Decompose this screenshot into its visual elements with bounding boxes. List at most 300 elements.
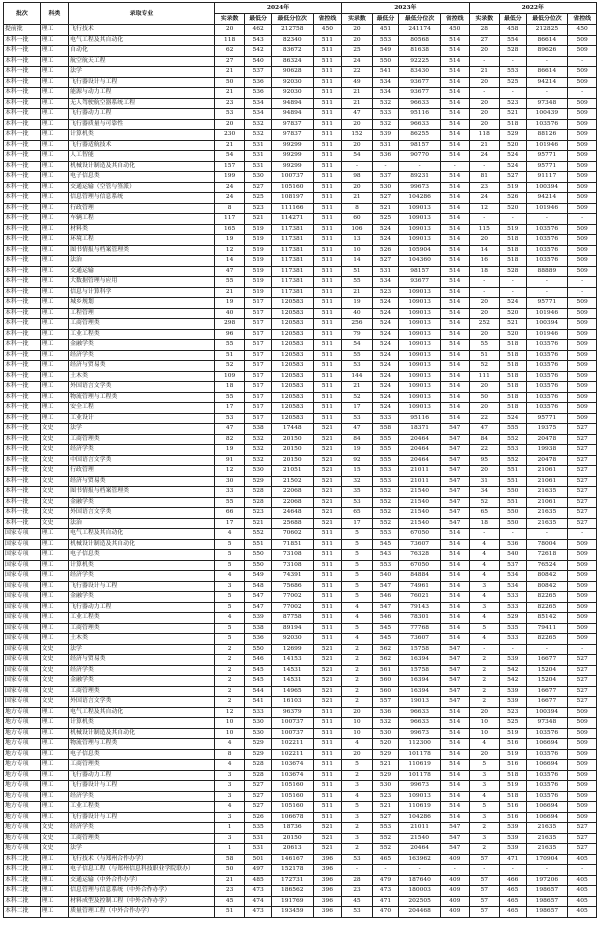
table-row bbox=[4, 403, 597, 414]
cell-batch: 地方专项 bbox=[4, 812, 41, 823]
cell-2023-min-rank: 67050 bbox=[399, 560, 441, 571]
cell-2022-min-rank: 82265 bbox=[526, 634, 568, 645]
cell-2022-enrolled: 20 bbox=[469, 382, 500, 393]
cell-2022-control-line: 509 bbox=[568, 140, 597, 151]
cell-2023-min-score: 545 bbox=[372, 623, 398, 634]
cell-batch: 本科一批 bbox=[4, 319, 41, 330]
cell-2022-min-score: 539 bbox=[500, 823, 526, 834]
cell-2022-enrolled: 3 bbox=[469, 581, 500, 592]
cell-2023-min-rank: 109013 bbox=[399, 214, 441, 225]
cell-2024-enrolled: 2 bbox=[214, 644, 245, 655]
cell-2022-enrolled: 57 bbox=[469, 896, 500, 907]
cell-2022-min-rank: 101946 bbox=[526, 308, 568, 319]
table-row bbox=[4, 382, 597, 393]
cell-2023-min-score: 533 bbox=[372, 109, 398, 120]
cell-major: 电气工程及其自动化 bbox=[69, 529, 215, 540]
cell-subject: 理工 bbox=[40, 109, 69, 120]
cell-2024-control-line: 396 bbox=[313, 865, 342, 876]
cell-2024-control-line: 511 bbox=[313, 749, 342, 760]
cell-batch: 本科一批 bbox=[4, 413, 41, 424]
cell-2024-min-rank: 120583 bbox=[271, 413, 313, 424]
cell-2022-min-rank: - bbox=[526, 865, 568, 876]
cell-2024-min-rank: 94894 bbox=[271, 98, 313, 109]
cell-2023-control-line: 514 bbox=[440, 298, 469, 309]
table-row bbox=[4, 550, 597, 561]
cell-2022-min-rank: 19938 bbox=[526, 445, 568, 456]
table-row bbox=[4, 109, 597, 120]
cell-batch: 本科二批 bbox=[4, 886, 41, 897]
cell-2024-control-line: 511 bbox=[313, 161, 342, 172]
cell-2022-enrolled: 5 bbox=[469, 802, 500, 813]
cell-2022-min-rank: 86614 bbox=[526, 67, 568, 78]
cell-2022-min-score: 466 bbox=[500, 875, 526, 886]
cell-2022-min-score: 458 bbox=[500, 25, 526, 36]
cell-2024-min-score: 528 bbox=[245, 497, 271, 508]
cell-2023-control-line: 514 bbox=[440, 172, 469, 183]
cell-2022-control-line: - bbox=[568, 277, 597, 288]
cell-2024-min-score: 529 bbox=[245, 749, 271, 760]
cell-2022-min-rank: 212825 bbox=[526, 25, 568, 36]
cell-2023-min-rank: - bbox=[399, 161, 441, 172]
cell-2023-min-score: 523 bbox=[372, 791, 398, 802]
cell-2024-enrolled: 51 bbox=[214, 907, 245, 918]
cell-2024-min-rank: 14965 bbox=[271, 686, 313, 697]
cell-batch: 本科一批 bbox=[4, 340, 41, 351]
cell-2023-min-score: 536 bbox=[372, 151, 398, 162]
cell-batch: 国家专项 bbox=[4, 529, 41, 540]
cell-2024-control-line: 511 bbox=[313, 812, 342, 823]
cell-2024-min-rank: 117381 bbox=[271, 287, 313, 298]
cell-2022-control-line: 509 bbox=[568, 634, 597, 645]
cell-2023-control-line: 514 bbox=[440, 760, 469, 771]
cell-2024-control-line: 521 bbox=[313, 497, 342, 508]
cell-2023-enrolled: 5 bbox=[342, 623, 373, 634]
cell-2024-min-rank: 102211 bbox=[271, 749, 313, 760]
cell-2024-enrolled: 55 bbox=[214, 497, 245, 508]
cell-2022-control-line: 509 bbox=[568, 802, 597, 813]
cell-2024-control-line: 511 bbox=[313, 319, 342, 330]
cell-2022-min-score: 465 bbox=[500, 886, 526, 897]
cell-2022-control-line: 509 bbox=[568, 319, 597, 330]
cell-2024-control-line: 511 bbox=[313, 98, 342, 109]
table-row bbox=[4, 518, 597, 529]
cell-2024-min-score: 534 bbox=[245, 109, 271, 120]
cell-2022-min-score: 535 bbox=[500, 623, 526, 634]
cell-2024-min-score: 530 bbox=[245, 728, 271, 739]
cell-2023-min-score: 540 bbox=[372, 571, 398, 582]
cell-2024-enrolled: 14 bbox=[214, 256, 245, 267]
cell-2023-control-line: 514 bbox=[440, 802, 469, 813]
header-year-2022: 2022年 bbox=[469, 3, 596, 14]
cell-2024-control-line: 511 bbox=[313, 224, 342, 235]
cell-subject: 理工 bbox=[40, 718, 69, 729]
cell-2022-enrolled: 4 bbox=[469, 634, 500, 645]
cell-batch: 国家专项 bbox=[4, 550, 41, 561]
table-row bbox=[4, 644, 597, 655]
cell-subject: 文史 bbox=[40, 497, 69, 508]
cell-2023-enrolled: 54 bbox=[342, 151, 373, 162]
table-row bbox=[4, 539, 597, 550]
cell-2022-min-score: 534 bbox=[500, 571, 526, 582]
cell-batch: 地方专项 bbox=[4, 718, 41, 729]
cell-batch: 本科一批 bbox=[4, 455, 41, 466]
cell-2022-control-line: 509 bbox=[568, 46, 597, 57]
cell-major: 法治 bbox=[69, 256, 215, 267]
header-min-score: 最低分 bbox=[500, 14, 526, 25]
cell-2023-min-rank: 109013 bbox=[399, 203, 441, 214]
cell-2024-min-rank: 120583 bbox=[271, 329, 313, 340]
cell-2024-control-line: 511 bbox=[313, 214, 342, 225]
cell-subject: 文史 bbox=[40, 476, 69, 487]
cell-major: 信息管理与信息系统 bbox=[69, 193, 215, 204]
cell-2024-min-score: 542 bbox=[245, 46, 271, 57]
cell-subject: 文史 bbox=[40, 823, 69, 834]
cell-2022-enrolled: - bbox=[469, 161, 500, 172]
cell-2023-min-rank: 98157 bbox=[399, 266, 441, 277]
cell-major: 外国语言文学类 bbox=[69, 697, 215, 708]
cell-major: 交通运输 bbox=[69, 266, 215, 277]
cell-2024-control-line: 511 bbox=[313, 613, 342, 624]
cell-2023-control-line: 514 bbox=[440, 67, 469, 78]
cell-2024-enrolled: 10 bbox=[214, 718, 245, 729]
cell-2023-min-score: 524 bbox=[372, 392, 398, 403]
cell-2024-min-score: 528 bbox=[245, 760, 271, 771]
cell-2024-control-line: 521 bbox=[313, 676, 342, 687]
table-row bbox=[4, 130, 597, 141]
cell-2023-min-score: 525 bbox=[372, 214, 398, 225]
cell-2022-min-rank: 95771 bbox=[526, 151, 568, 162]
cell-subject: 理工 bbox=[40, 308, 69, 319]
cell-2022-min-rank: 16677 bbox=[526, 697, 568, 708]
cell-major: 质量管理工程（中外合作办学） bbox=[69, 907, 215, 918]
cell-2024-min-score: 523 bbox=[245, 508, 271, 519]
cell-2023-min-rank: 20464 bbox=[399, 844, 441, 855]
cell-2022-min-score: 539 bbox=[500, 686, 526, 697]
cell-2024-min-rank: 105160 bbox=[271, 182, 313, 193]
cell-2024-control-line: 521 bbox=[313, 686, 342, 697]
cell-2022-enrolled: 20 bbox=[469, 119, 500, 130]
cell-2023-control-line: 514 bbox=[440, 308, 469, 319]
cell-batch: 国家专项 bbox=[4, 602, 41, 613]
cell-subject: 文史 bbox=[40, 508, 69, 519]
cell-batch: 本科一批 bbox=[4, 298, 41, 309]
table-row bbox=[4, 455, 597, 466]
cell-2024-min-score: 550 bbox=[245, 644, 271, 655]
cell-2024-control-line: 511 bbox=[313, 193, 342, 204]
cell-2022-min-rank: 80842 bbox=[526, 571, 568, 582]
cell-2023-enrolled: 5 bbox=[342, 760, 373, 771]
cell-2023-control-line: 514 bbox=[440, 392, 469, 403]
cell-2024-enrolled: 40 bbox=[214, 308, 245, 319]
cell-batch: 本科一批 bbox=[4, 98, 41, 109]
cell-2022-min-rank: 197206 bbox=[526, 875, 568, 886]
cell-batch: 本科一批 bbox=[4, 235, 41, 246]
cell-2024-min-score: 536 bbox=[245, 88, 271, 99]
cell-2024-control-line: 396 bbox=[313, 875, 342, 886]
table-row bbox=[4, 392, 597, 403]
cell-2024-min-rank: 111166 bbox=[271, 203, 313, 214]
cell-2023-min-score: 534 bbox=[372, 77, 398, 88]
cell-2022-enrolled: 4 bbox=[469, 592, 500, 603]
cell-2024-min-score: 544 bbox=[245, 686, 271, 697]
cell-2022-min-score: 516 bbox=[500, 812, 526, 823]
cell-2023-control-line: 547 bbox=[440, 455, 469, 466]
cell-2022-min-rank: 103576 bbox=[526, 403, 568, 414]
cell-2022-control-line: 509 bbox=[568, 791, 597, 802]
cell-2023-enrolled: 2 bbox=[342, 697, 373, 708]
cell-2022-min-score: 536 bbox=[500, 539, 526, 550]
cell-2023-control-line: 514 bbox=[440, 182, 469, 193]
cell-2023-min-score: 562 bbox=[372, 655, 398, 666]
cell-2024-control-line: 511 bbox=[313, 56, 342, 67]
cell-2023-min-score: 526 bbox=[372, 245, 398, 256]
cell-2024-control-line: 511 bbox=[313, 308, 342, 319]
cell-2023-enrolled: 2 bbox=[342, 644, 373, 655]
cell-batch: 地方专项 bbox=[4, 781, 41, 792]
cell-2024-control-line: 511 bbox=[313, 203, 342, 214]
cell-2023-enrolled: 53 bbox=[342, 413, 373, 424]
table-row bbox=[4, 592, 597, 603]
cell-major: 计算机类 bbox=[69, 718, 215, 729]
cell-2024-enrolled: 23 bbox=[214, 98, 245, 109]
cell-2023-control-line: 514 bbox=[440, 718, 469, 729]
cell-2024-min-score: 552 bbox=[245, 529, 271, 540]
cell-2022-control-line: 509 bbox=[568, 602, 597, 613]
cell-2022-enrolled: 27 bbox=[469, 35, 500, 46]
cell-2024-control-line: 511 bbox=[313, 88, 342, 99]
cell-2023-min-score: 547 bbox=[372, 602, 398, 613]
cell-2023-enrolled: 2 bbox=[342, 686, 373, 697]
cell-2022-min-score: - bbox=[500, 529, 526, 540]
cell-batch: 国家专项 bbox=[4, 623, 41, 634]
cell-subject: 理工 bbox=[40, 256, 69, 267]
cell-2022-min-score: 553 bbox=[500, 445, 526, 456]
cell-batch: 地方专项 bbox=[4, 791, 41, 802]
table-row bbox=[4, 35, 597, 46]
cell-subject: 理工 bbox=[40, 886, 69, 897]
cell-2024-enrolled: 53 bbox=[214, 413, 245, 424]
cell-2022-enrolled: 20 bbox=[469, 109, 500, 120]
cell-2022-control-line: 509 bbox=[568, 770, 597, 781]
cell-2023-control-line: 547 bbox=[440, 487, 469, 498]
cell-2024-min-rank: 20150 bbox=[271, 445, 313, 456]
cell-2022-min-score: 519 bbox=[500, 728, 526, 739]
cell-2024-min-rank: 21502 bbox=[271, 476, 313, 487]
cell-2023-control-line: 514 bbox=[440, 382, 469, 393]
cell-2023-control-line: 514 bbox=[440, 214, 469, 225]
cell-batch: 本科一批 bbox=[4, 424, 41, 435]
cell-2022-enrolled: 34 bbox=[469, 487, 500, 498]
cell-2023-min-rank: 21540 bbox=[399, 487, 441, 498]
table-row bbox=[4, 697, 597, 708]
cell-batch: 本科一批 bbox=[4, 382, 41, 393]
cell-2024-min-score: 517 bbox=[245, 413, 271, 424]
cell-subject: 理工 bbox=[40, 319, 69, 330]
cell-2024-min-score: 547 bbox=[245, 592, 271, 603]
table-row bbox=[4, 203, 597, 214]
cell-2022-control-line: 509 bbox=[568, 172, 597, 183]
cell-2023-min-rank: 109013 bbox=[399, 340, 441, 351]
cell-2024-min-rank: 14531 bbox=[271, 676, 313, 687]
cell-2022-enrolled: 57 bbox=[469, 886, 500, 897]
cell-major: 经济与贸易类 bbox=[69, 655, 215, 666]
table-row bbox=[4, 739, 597, 750]
cell-2023-min-score: 553 bbox=[372, 466, 398, 477]
cell-2022-min-score: - bbox=[500, 644, 526, 655]
cell-2024-min-score: 536 bbox=[245, 634, 271, 645]
cell-2022-min-rank: - bbox=[526, 56, 568, 67]
cell-2023-enrolled: 20 bbox=[342, 119, 373, 130]
cell-2022-enrolled: 65 bbox=[469, 508, 500, 519]
cell-2023-control-line: 547 bbox=[440, 665, 469, 676]
cell-major: 飞行器动力工程 bbox=[69, 770, 215, 781]
cell-major: 电子信息类 bbox=[69, 550, 215, 561]
cell-2024-min-rank: 74391 bbox=[271, 571, 313, 582]
cell-2023-control-line: 514 bbox=[440, 319, 469, 330]
cell-2022-min-score: 518 bbox=[500, 361, 526, 372]
table-row bbox=[4, 781, 597, 792]
cell-2024-control-line: 521 bbox=[313, 466, 342, 477]
cell-2023-control-line: 514 bbox=[440, 571, 469, 582]
cell-2022-control-line: 509 bbox=[568, 403, 597, 414]
cell-2023-min-score: 562 bbox=[372, 644, 398, 655]
cell-batch: 本科一批 bbox=[4, 140, 41, 151]
table-row bbox=[4, 161, 597, 172]
cell-major: 飞行器设计与工程 bbox=[69, 812, 215, 823]
cell-2022-min-score: 539 bbox=[500, 833, 526, 844]
cell-2022-enrolled: 50 bbox=[469, 392, 500, 403]
cell-2023-min-rank: 180003 bbox=[399, 886, 441, 897]
table-row bbox=[4, 235, 597, 246]
cell-2023-min-rank: 109013 bbox=[399, 382, 441, 393]
cell-2024-min-rank: 82340 bbox=[271, 35, 313, 46]
cell-2022-min-rank: 103576 bbox=[526, 770, 568, 781]
cell-2023-enrolled: 144 bbox=[342, 371, 373, 382]
cell-batch: 国家专项 bbox=[4, 539, 41, 550]
cell-2022-min-score: - bbox=[500, 214, 526, 225]
cell-2023-min-score: 532 bbox=[372, 119, 398, 130]
cell-2024-enrolled: 62 bbox=[214, 46, 245, 57]
cell-2023-control-line: 514 bbox=[440, 256, 469, 267]
cell-2024-min-score: 551 bbox=[245, 539, 271, 550]
cell-2024-min-score: 517 bbox=[245, 350, 271, 361]
cell-2023-min-rank: 21011 bbox=[399, 823, 441, 834]
cell-subject: 理工 bbox=[40, 749, 69, 760]
cell-subject: 理工 bbox=[40, 361, 69, 372]
cell-2024-min-rank: 120583 bbox=[271, 392, 313, 403]
table-row bbox=[4, 67, 597, 78]
cell-2024-min-rank: 83672 bbox=[271, 46, 313, 57]
cell-2023-enrolled: 3 bbox=[342, 812, 373, 823]
cell-2022-min-score: 518 bbox=[500, 770, 526, 781]
cell-2024-min-rank: 120583 bbox=[271, 371, 313, 382]
cell-batch: 本科一批 bbox=[4, 266, 41, 277]
cell-2022-control-line: 527 bbox=[568, 445, 597, 456]
cell-2023-min-score: 524 bbox=[372, 340, 398, 351]
cell-batch: 本科二批 bbox=[4, 854, 41, 865]
cell-2023-min-rank: 67050 bbox=[399, 529, 441, 540]
cell-2022-control-line: 509 bbox=[568, 739, 597, 750]
cell-2024-min-rank: 102211 bbox=[271, 739, 313, 750]
table-row bbox=[4, 98, 597, 109]
cell-2022-min-score: 518 bbox=[500, 256, 526, 267]
cell-2022-control-line: 405 bbox=[568, 886, 597, 897]
table-row bbox=[4, 466, 597, 477]
table-body bbox=[4, 25, 597, 918]
cell-major: 电子信息类 bbox=[69, 749, 215, 760]
cell-subject: 理工 bbox=[40, 403, 69, 414]
cell-2024-min-score: 532 bbox=[245, 119, 271, 130]
cell-2024-min-score: 549 bbox=[245, 571, 271, 582]
cell-subject: 理工 bbox=[40, 760, 69, 771]
header-enrolled: 实录数 bbox=[214, 14, 245, 25]
cell-subject: 理工 bbox=[40, 88, 69, 99]
cell-2022-min-score: 519 bbox=[500, 749, 526, 760]
cell-2024-min-rank: 17448 bbox=[271, 424, 313, 435]
cell-2022-min-score: 542 bbox=[500, 676, 526, 687]
cell-2024-min-score: 531 bbox=[245, 151, 271, 162]
cell-2024-control-line: 511 bbox=[313, 371, 342, 382]
cell-2022-enrolled: - bbox=[469, 529, 500, 540]
cell-subject: 理工 bbox=[40, 571, 69, 582]
cell-2024-min-score: 501 bbox=[245, 854, 271, 865]
cell-2024-min-score: 519 bbox=[245, 256, 271, 267]
cell-2022-control-line: 527 bbox=[568, 455, 597, 466]
table-row bbox=[4, 371, 597, 382]
cell-2023-enrolled: 5 bbox=[342, 571, 373, 582]
cell-2022-min-rank: 16677 bbox=[526, 686, 568, 697]
cell-2022-control-line: 527 bbox=[568, 518, 597, 529]
cell-2022-min-rank: 198657 bbox=[526, 907, 568, 918]
cell-batch: 国家专项 bbox=[4, 634, 41, 645]
cell-2022-control-line: 509 bbox=[568, 623, 597, 634]
cell-2023-min-rank: 76021 bbox=[399, 592, 441, 603]
cell-major: 法学 bbox=[69, 67, 215, 78]
cell-batch: 本科一批 bbox=[4, 161, 41, 172]
cell-2023-enrolled: 25 bbox=[342, 46, 373, 57]
cell-major: 经济学类 bbox=[69, 665, 215, 676]
cell-2022-enrolled: 20 bbox=[469, 235, 500, 246]
cell-2024-min-score: 517 bbox=[245, 382, 271, 393]
cell-subject: 理工 bbox=[40, 203, 69, 214]
cell-major: 工商管理类 bbox=[69, 686, 215, 697]
cell-2024-enrolled: 2 bbox=[214, 697, 245, 708]
cell-2022-min-score: 550 bbox=[500, 518, 526, 529]
cell-2022-control-line: 405 bbox=[568, 875, 597, 886]
cell-subject: 理工 bbox=[40, 592, 69, 603]
cell-2024-min-score: 539 bbox=[245, 613, 271, 624]
cell-2024-min-score: 519 bbox=[245, 224, 271, 235]
cell-2023-min-rank: 83430 bbox=[399, 67, 441, 78]
cell-major: 交通运输（空管与签派） bbox=[69, 182, 215, 193]
cell-2023-min-rank: 20464 bbox=[399, 445, 441, 456]
cell-2022-min-rank: - bbox=[526, 644, 568, 655]
cell-2022-enrolled: 20 bbox=[469, 98, 500, 109]
cell-batch: 本科二批 bbox=[4, 865, 41, 876]
cell-2023-min-score: 552 bbox=[372, 487, 398, 498]
cell-2023-min-score: 552 bbox=[372, 833, 398, 844]
cell-2022-control-line: 509 bbox=[568, 560, 597, 571]
cell-2023-enrolled: 13 bbox=[342, 235, 373, 246]
cell-batch: 国家专项 bbox=[4, 697, 41, 708]
cell-2024-min-score: 547 bbox=[245, 602, 271, 613]
cell-2022-min-score: 520 bbox=[500, 329, 526, 340]
cell-2023-enrolled: 19 bbox=[342, 445, 373, 456]
cell-2022-min-score: 539 bbox=[500, 697, 526, 708]
cell-2022-min-score: 465 bbox=[500, 907, 526, 918]
cell-major: 土木类 bbox=[69, 371, 215, 382]
table-row bbox=[4, 602, 597, 613]
